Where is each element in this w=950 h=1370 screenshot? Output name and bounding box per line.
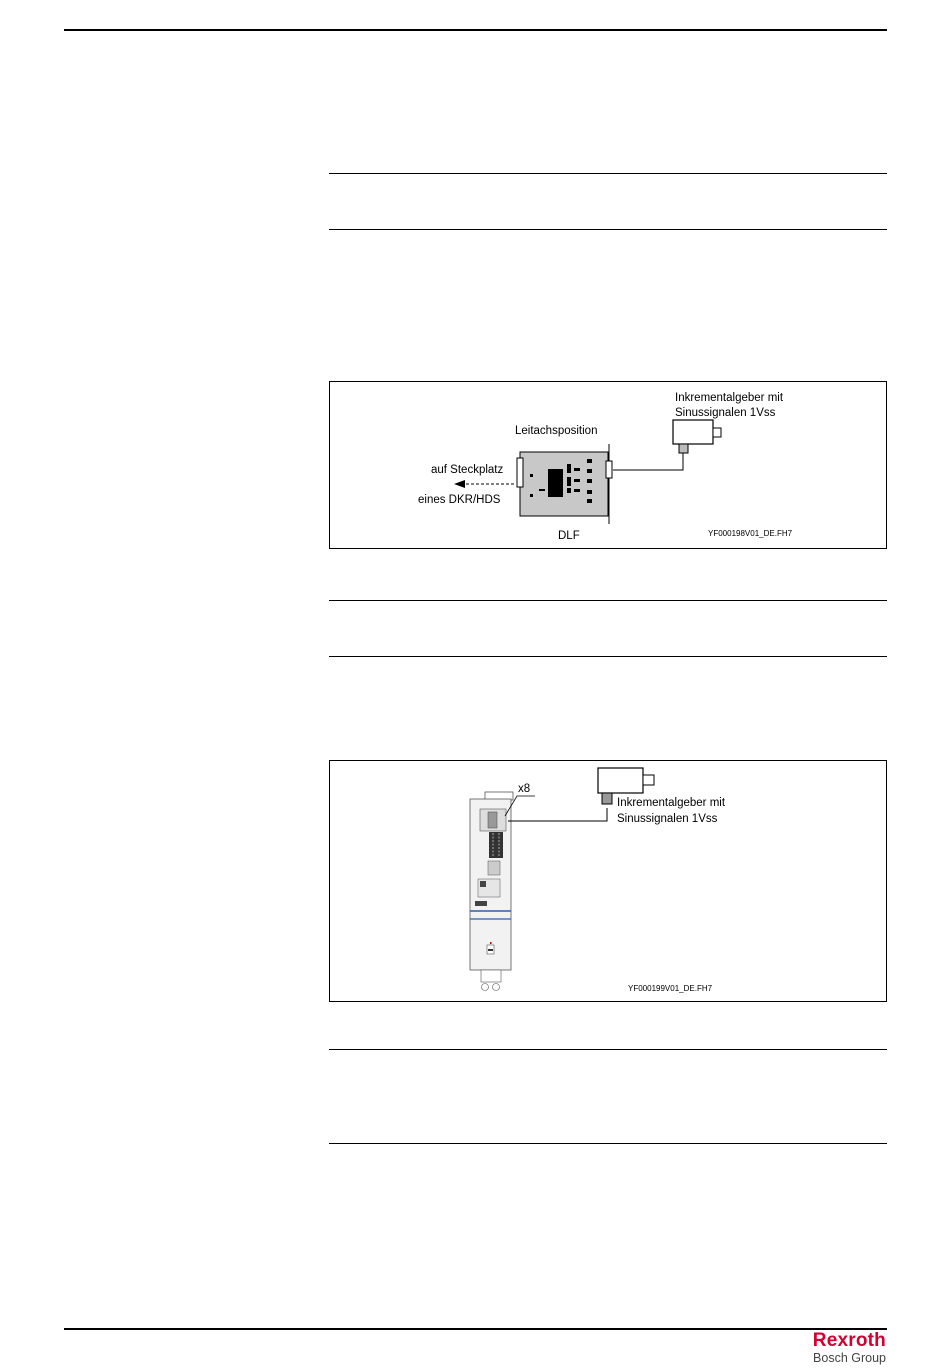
encoder-icon	[613, 420, 721, 470]
figure-dlf-card	[329, 381, 887, 549]
section-rule	[329, 1049, 887, 1050]
position-label: Leitachsposition	[515, 425, 598, 437]
file-id: YF000199V01_DE.FH7	[628, 984, 713, 993]
figure-drive-x8	[329, 760, 887, 1002]
encoder-cable	[508, 808, 607, 821]
encoder-label-line2: Sinussignalen 1Vss	[675, 407, 776, 419]
brand-name: Rexroth	[812, 1330, 886, 1351]
encoder-label-line1: Inkrementalgeber mit	[675, 392, 784, 404]
insert-arrow	[454, 480, 514, 488]
rexroth-logo	[813, 1331, 886, 1365]
file-id: YF000198V01_DE.FH7	[708, 529, 793, 538]
section-rule	[329, 656, 887, 657]
connector-label: x8	[518, 783, 531, 795]
slot-label-line2: eines DKR/HDS	[418, 494, 501, 506]
drive-unit-icon	[470, 792, 513, 991]
encoder-label-line1: Inkrementalgeber mit	[617, 797, 726, 809]
section-rule	[329, 229, 887, 230]
footer-rule	[64, 1328, 887, 1330]
section-rule	[329, 1143, 887, 1144]
section-rule	[329, 173, 887, 174]
header-rule	[64, 29, 887, 31]
slot-label-line1: auf Steckplatz	[431, 464, 504, 476]
brand-group: Bosch Group	[813, 1351, 886, 1365]
dlf-card-icon	[517, 444, 612, 524]
card-label: DLF	[558, 530, 580, 542]
section-rule	[329, 600, 887, 601]
encoder-label-line2: Sinussignalen 1Vss	[617, 813, 718, 825]
